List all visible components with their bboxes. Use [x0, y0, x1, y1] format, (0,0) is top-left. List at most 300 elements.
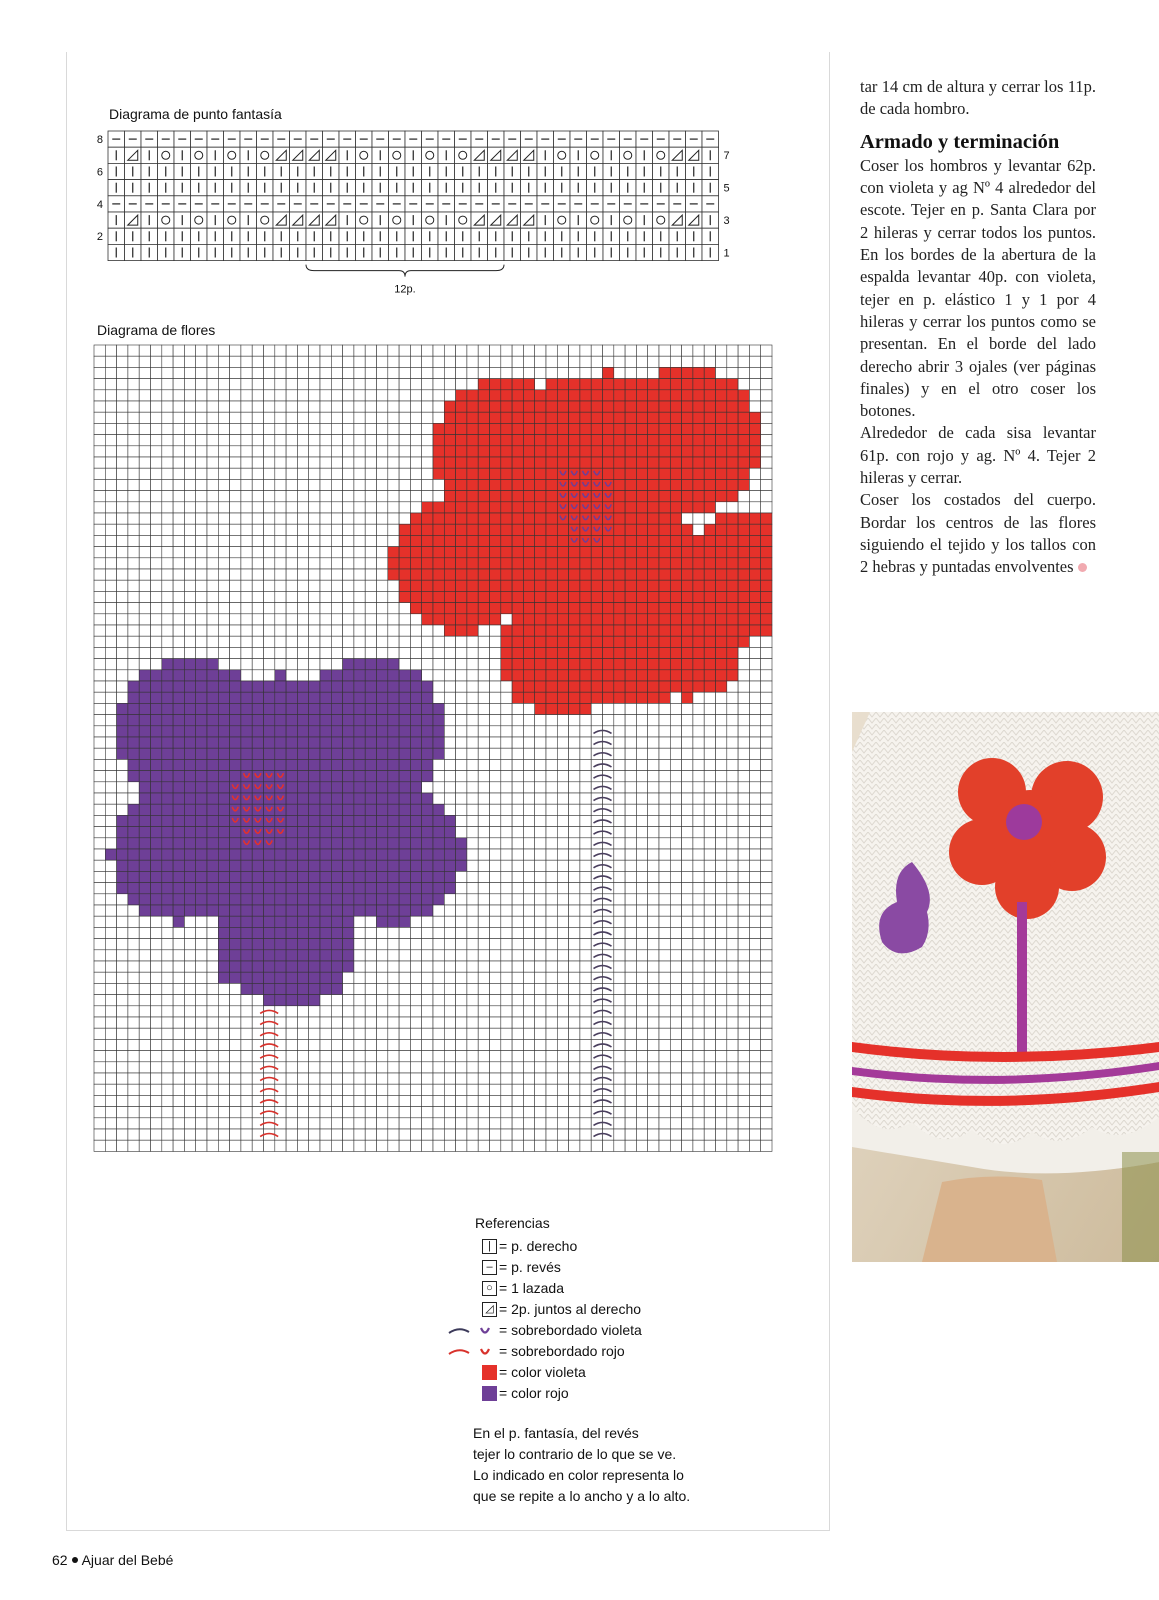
chart-cell — [297, 1006, 308, 1017]
chart-cell — [422, 972, 433, 983]
chart-cell — [230, 603, 241, 614]
chart-cell — [557, 636, 568, 647]
chart-cell — [207, 703, 218, 714]
chart-cell — [343, 625, 354, 636]
chart-cell — [625, 580, 636, 591]
chart-cell — [184, 692, 195, 703]
chart-cell — [128, 356, 139, 367]
chart-cell — [264, 927, 275, 938]
chart-cell — [636, 927, 647, 938]
chart-cell — [218, 580, 229, 591]
chart-cell — [648, 659, 659, 670]
chart-cell — [557, 401, 568, 412]
chart-cell — [580, 771, 591, 782]
chart-cell — [264, 703, 275, 714]
chart-cell — [648, 423, 659, 434]
chart-cell — [184, 558, 195, 569]
chart-cell — [659, 793, 670, 804]
chart-cell — [320, 1006, 331, 1017]
chart-cell — [309, 1107, 320, 1118]
chart-cell — [297, 558, 308, 569]
chart-cell — [433, 726, 444, 737]
stitch-cell — [257, 212, 274, 228]
chart-cell — [241, 972, 252, 983]
chart-cell — [659, 883, 670, 894]
chart-cell — [241, 1084, 252, 1095]
chart-cell — [444, 558, 455, 569]
chart-cell — [410, 748, 421, 759]
chart-cell — [230, 1140, 241, 1151]
chart-cell — [218, 535, 229, 546]
chart-cell — [252, 535, 263, 546]
chart-cell — [761, 961, 772, 972]
chart-cell — [444, 356, 455, 367]
chart-cell — [196, 390, 207, 401]
chart-cell — [264, 446, 275, 457]
chart-cell — [738, 905, 749, 916]
chart-cell — [297, 871, 308, 882]
chart-cell — [184, 715, 195, 726]
chart-cell — [569, 983, 580, 994]
chart-cell — [557, 535, 568, 546]
chart-cell — [94, 502, 105, 513]
chart-cell — [512, 860, 523, 871]
chart-cell — [648, 547, 659, 558]
chart-cell — [557, 737, 568, 748]
chart-cell — [230, 390, 241, 401]
chart-cell — [648, 983, 659, 994]
chart-cell — [410, 647, 421, 658]
chart-cell — [331, 961, 342, 972]
chart-cell — [716, 524, 727, 535]
chart-cell — [241, 983, 252, 994]
chart-cell — [162, 793, 173, 804]
chart-cell — [738, 894, 749, 905]
chart-cell — [139, 1017, 150, 1028]
chart-cell — [252, 692, 263, 703]
chart-cell — [727, 345, 738, 356]
chart-cell — [297, 401, 308, 412]
chart-cell — [343, 356, 354, 367]
chart-cell — [580, 524, 591, 535]
chart-cell — [343, 883, 354, 894]
chart-cell — [716, 591, 727, 602]
chart-cell — [693, 636, 704, 647]
chart-cell — [704, 580, 715, 591]
chart-cell — [184, 1084, 195, 1095]
chart-cell — [320, 1028, 331, 1039]
chart-cell — [275, 603, 286, 614]
chart-cell — [693, 894, 704, 905]
chart-cell — [727, 636, 738, 647]
chart-cell — [603, 468, 614, 479]
chart-cell — [218, 345, 229, 356]
chart-cell — [139, 1140, 150, 1151]
chart-cell — [490, 401, 501, 412]
chart-cell — [297, 502, 308, 513]
chart-cell — [501, 457, 512, 468]
chart-cell — [433, 759, 444, 770]
chart-cell — [603, 435, 614, 446]
chart-cell — [320, 390, 331, 401]
chart-cell — [252, 390, 263, 401]
chart-cell — [297, 692, 308, 703]
chart-cell — [162, 603, 173, 614]
chart-cell — [569, 1051, 580, 1062]
chart-cell — [523, 446, 534, 457]
chart-cell — [727, 1084, 738, 1095]
chart-cell — [693, 1017, 704, 1028]
chart-cell — [670, 916, 681, 927]
chart-cell — [716, 737, 727, 748]
chart-cell — [207, 670, 218, 681]
chart-cell — [275, 468, 286, 479]
chart-cell — [264, 939, 275, 950]
chart-cell — [230, 446, 241, 457]
chart-cell — [444, 513, 455, 524]
chart-cell — [117, 771, 128, 782]
chart-cell — [230, 345, 241, 356]
chart-cell — [105, 983, 116, 994]
chart-cell — [218, 849, 229, 860]
chart-cell — [648, 793, 659, 804]
chart-cell — [422, 849, 433, 860]
chart-cell — [365, 983, 376, 994]
chart-cell — [648, 927, 659, 938]
chart-cell — [444, 838, 455, 849]
chart-cell — [648, 412, 659, 423]
chart-cell — [297, 670, 308, 681]
chart-cell — [151, 524, 162, 535]
chart-cell — [151, 715, 162, 726]
chart-cell — [512, 681, 523, 692]
chart-cell — [727, 558, 738, 569]
chart-cell — [422, 356, 433, 367]
chart-cell — [535, 569, 546, 580]
chart-cell — [738, 771, 749, 782]
chart-cell — [297, 995, 308, 1006]
chart-cell — [275, 524, 286, 535]
chart-cell — [162, 625, 173, 636]
chart-cell — [546, 883, 557, 894]
chart-cell — [761, 1095, 772, 1106]
chart-cell — [331, 883, 342, 894]
chart-cell — [614, 995, 625, 1006]
chart-cell — [331, 1084, 342, 1095]
chart-cell — [320, 894, 331, 905]
chart-cell — [128, 1140, 139, 1151]
chart-cell — [184, 894, 195, 905]
chart-cell — [399, 726, 410, 737]
chart-cell — [535, 737, 546, 748]
chart-cell — [444, 1095, 455, 1106]
chart-cell — [648, 950, 659, 961]
chart-cell — [523, 838, 534, 849]
chart-cell — [388, 894, 399, 905]
chart-cell — [399, 1095, 410, 1106]
chart-cell — [128, 457, 139, 468]
chart-cell — [625, 435, 636, 446]
chart-cell — [580, 558, 591, 569]
chart-cell — [162, 1028, 173, 1039]
chart-cell — [343, 838, 354, 849]
chart-cell — [501, 860, 512, 871]
chart-cell — [444, 345, 455, 356]
chart-cell — [184, 379, 195, 390]
chart-cell — [196, 1017, 207, 1028]
chart-cell — [512, 703, 523, 714]
chart-cell — [467, 1039, 478, 1050]
chart-cell — [297, 524, 308, 535]
chart-cell — [727, 1107, 738, 1118]
chart-cell — [162, 894, 173, 905]
chart-cell — [162, 569, 173, 580]
chart-cell — [670, 1107, 681, 1118]
chart-cell — [230, 737, 241, 748]
chart-cell — [749, 524, 760, 535]
chart-cell — [670, 950, 681, 961]
chart-cell — [456, 737, 467, 748]
chart-cell — [704, 715, 715, 726]
chart-cell — [105, 1028, 116, 1039]
chart-cell — [105, 379, 116, 390]
chart-cell — [569, 905, 580, 916]
chart-cell — [377, 995, 388, 1006]
chart-cell — [117, 603, 128, 614]
chart-cell — [501, 927, 512, 938]
chart-cell — [173, 390, 184, 401]
chart-cell — [546, 367, 557, 378]
chart-cell — [512, 356, 523, 367]
chart-cell — [569, 1140, 580, 1151]
chart-cell — [297, 535, 308, 546]
chart-cell — [490, 636, 501, 647]
chart-cell — [331, 513, 342, 524]
chart-cell — [501, 972, 512, 983]
stitch-cell — [191, 212, 208, 228]
chart-cell — [727, 1129, 738, 1140]
chart-cell — [704, 759, 715, 770]
chart-cell — [331, 759, 342, 770]
chart-cell — [727, 614, 738, 625]
chart-cell — [478, 995, 489, 1006]
chart-cell — [139, 547, 150, 558]
chart-cell — [727, 1062, 738, 1073]
chart-cell — [535, 1129, 546, 1140]
chart-cell — [523, 950, 534, 961]
chart-cell — [94, 435, 105, 446]
chart-cell — [286, 681, 297, 692]
chart-cell — [297, 939, 308, 950]
chart-cell — [512, 692, 523, 703]
chart-cell — [241, 446, 252, 457]
chart-cell — [388, 726, 399, 737]
chart-cell — [648, 636, 659, 647]
chart-cell — [716, 569, 727, 580]
chart-cell — [659, 961, 670, 972]
chart-cell — [264, 804, 275, 815]
chart-cell — [309, 703, 320, 714]
chart-cell — [467, 838, 478, 849]
chart-cell — [456, 1084, 467, 1095]
chart-cell — [478, 446, 489, 457]
chart-cell — [105, 726, 116, 737]
chart-cell — [422, 670, 433, 681]
chart-cell — [693, 580, 704, 591]
chart-cell — [535, 367, 546, 378]
chart-cell — [467, 636, 478, 647]
chart-cell — [207, 457, 218, 468]
chart-cell — [320, 1140, 331, 1151]
chart-cell — [636, 457, 647, 468]
chart-cell — [331, 1006, 342, 1017]
chart-cell — [546, 905, 557, 916]
chart-cell — [207, 905, 218, 916]
chart-cell — [682, 367, 693, 378]
chart-cell — [444, 692, 455, 703]
chart-cell — [331, 950, 342, 961]
chart-cell — [603, 524, 614, 535]
chart-cell — [591, 401, 602, 412]
chart-cell — [207, 1039, 218, 1050]
chart-cell — [614, 379, 625, 390]
chart-cell — [128, 659, 139, 670]
chart-cell — [670, 961, 681, 972]
chart-cell — [151, 894, 162, 905]
chart-cell — [252, 435, 263, 446]
chart-cell — [230, 580, 241, 591]
chart-cell — [501, 591, 512, 602]
chart-cell — [309, 513, 320, 524]
chart-cell — [184, 435, 195, 446]
chart-cell — [716, 547, 727, 558]
chart-cell — [264, 625, 275, 636]
chart-cell — [377, 883, 388, 894]
chart-cell — [286, 894, 297, 905]
chart-cell — [399, 961, 410, 972]
chart-cell — [151, 972, 162, 983]
chart-cell — [196, 815, 207, 826]
chart-cell — [569, 636, 580, 647]
chart-cell — [546, 558, 557, 569]
chart-cell — [636, 771, 647, 782]
chart-cell — [478, 983, 489, 994]
chart-cell — [173, 636, 184, 647]
chart-cell — [444, 815, 455, 826]
chart-cell — [422, 558, 433, 569]
chart-cell — [670, 524, 681, 535]
chart-cell — [614, 681, 625, 692]
chart-cell — [591, 569, 602, 580]
chart-cell — [354, 726, 365, 737]
chart-cell — [535, 995, 546, 1006]
chart-cell — [546, 793, 557, 804]
chart-cell — [704, 412, 715, 423]
chart-cell — [490, 703, 501, 714]
chart-cell — [727, 1017, 738, 1028]
chart-cell — [490, 647, 501, 658]
chart-cell — [230, 916, 241, 927]
chart-cell — [117, 692, 128, 703]
chart-cell — [365, 502, 376, 513]
chart-cell — [399, 356, 410, 367]
chart-cell — [625, 457, 636, 468]
chart-cell — [761, 871, 772, 882]
chart-cell — [727, 1073, 738, 1084]
chart-cell — [252, 1095, 263, 1106]
chart-cell — [512, 737, 523, 748]
chart-cell — [433, 468, 444, 479]
chart-cell — [490, 748, 501, 759]
chart-cell — [139, 625, 150, 636]
chart-cell — [523, 423, 534, 434]
chart-cell — [264, 972, 275, 983]
chart-cell — [569, 535, 580, 546]
chart-cell — [151, 446, 162, 457]
chart-cell — [252, 356, 263, 367]
chart-cell — [636, 591, 647, 602]
chart-cell — [546, 670, 557, 681]
chart-cell — [422, 804, 433, 815]
chart-cell — [105, 367, 116, 378]
chart-cell — [659, 782, 670, 793]
chart-cell — [218, 681, 229, 692]
chart-cell — [309, 1051, 320, 1062]
chart-cell — [738, 782, 749, 793]
chart-cell — [501, 983, 512, 994]
chart-cell — [297, 1073, 308, 1084]
chart-cell — [569, 782, 580, 793]
chart-cell — [354, 659, 365, 670]
chart-cell — [670, 591, 681, 602]
chart-cell — [501, 569, 512, 580]
chart-cell — [151, 468, 162, 479]
chart-cell — [546, 401, 557, 412]
chart-cell — [727, 815, 738, 826]
chart-cell — [603, 423, 614, 434]
chart-cell — [490, 524, 501, 535]
chart-cell — [117, 838, 128, 849]
chart-cell — [693, 1028, 704, 1039]
chart-cell — [670, 580, 681, 591]
chart-cell — [456, 1028, 467, 1039]
chart-cell — [275, 703, 286, 714]
chart-cell — [105, 916, 116, 927]
chart-cell — [94, 849, 105, 860]
chart-cell — [716, 379, 727, 390]
chart-cell — [467, 1084, 478, 1095]
chart-cell — [546, 726, 557, 737]
chart-cell — [162, 1017, 173, 1028]
chart-cell — [297, 1107, 308, 1118]
chart-cell — [105, 614, 116, 625]
chart-cell — [557, 591, 568, 602]
chart-cell — [456, 558, 467, 569]
chart-cell — [309, 659, 320, 670]
chart-cell — [670, 647, 681, 658]
chart-cell — [704, 625, 715, 636]
chart-cell — [207, 547, 218, 558]
chart-cell — [512, 345, 523, 356]
chart-cell — [716, 726, 727, 737]
chart-cell — [410, 1107, 421, 1118]
chart-cell — [523, 905, 534, 916]
chart-cell — [467, 894, 478, 905]
chart-cell — [648, 1073, 659, 1084]
chart-cell — [603, 367, 614, 378]
chart-cell — [105, 804, 116, 815]
chart-cell — [749, 558, 760, 569]
